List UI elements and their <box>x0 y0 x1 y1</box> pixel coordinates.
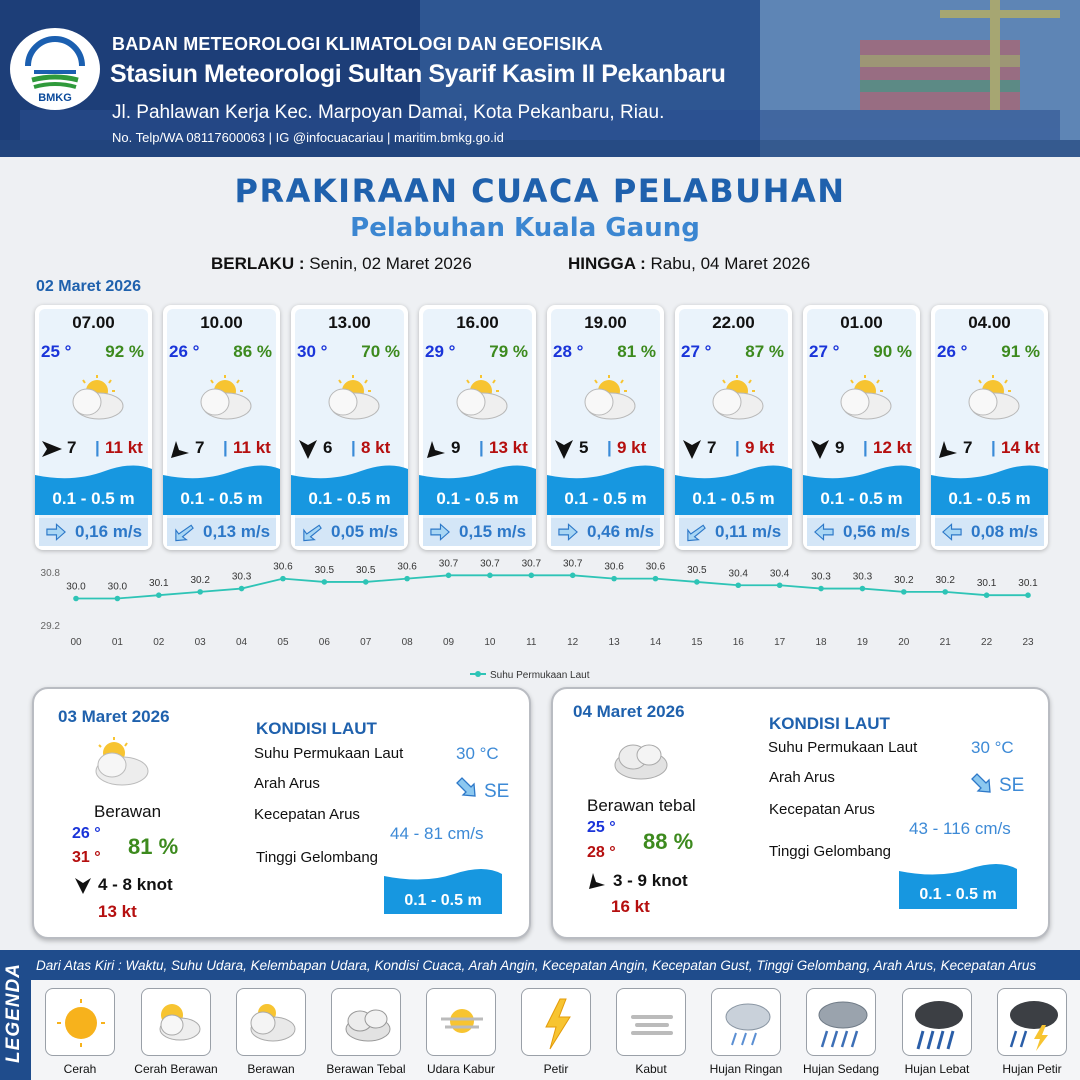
card-wind-speed: 9 <box>451 438 461 457</box>
partly-cloudy-icon <box>831 375 895 423</box>
legend-item-label: Hujan Lebat <box>904 1062 970 1076</box>
data-point <box>1025 592 1031 598</box>
data-label: 30.3 <box>811 571 831 583</box>
current-direction-icon <box>301 522 323 542</box>
x-tick-label: 12 <box>567 637 579 648</box>
x-tick-label: 02 <box>153 637 165 648</box>
card-wave-height: 0.1 - 0.5 m <box>820 489 903 508</box>
card-separator: | <box>95 438 100 457</box>
legend-description: Dari Atas Kiri : Waktu, Suhu Udara, Kelembapan Udara, Kondisi Cuaca, Arah Angin, Kecepatan Angin, Kecepatan Gust, Tinggi Gelombang, Arah Arus, Kecepatan Arus <box>36 958 1037 973</box>
data-label: 30.1 <box>149 578 169 590</box>
partly-cloudy-icon <box>191 375 255 423</box>
data-point <box>487 573 493 579</box>
day1-date: 02 Maret 2026 <box>36 278 141 295</box>
data-point <box>322 579 328 585</box>
forecast-card <box>35 305 152 550</box>
card-current-row <box>679 518 788 546</box>
card-current-speed: 0,08 m/s <box>971 522 1039 541</box>
port-name: Pelabuhan Kuala Gaung <box>350 213 700 243</box>
data-point <box>901 589 907 595</box>
overcast-icon <box>332 989 402 1057</box>
overcast-icon <box>609 735 673 783</box>
card-separator: | <box>607 438 612 457</box>
card-humidity: 90 % <box>873 342 912 361</box>
day2-sea-title: KONDISI LAUT <box>256 719 377 738</box>
data-point <box>404 576 410 582</box>
card-current-row <box>39 518 148 546</box>
card-time: 19.00 <box>584 313 627 332</box>
card-wave-height: 0.1 - 0.5 m <box>948 489 1031 508</box>
current-arrow-southeast-icon <box>454 775 480 801</box>
card-gust: 8 kt <box>361 438 391 457</box>
day3-wind: 3 - 9 knot <box>613 871 688 890</box>
card-current-speed: 0,16 m/s <box>75 522 143 541</box>
valid-to-label: HINGGA : <box>568 254 646 273</box>
y-tick-label: 29.2 <box>40 621 60 632</box>
day2-sst-label: Suhu Permukaan Laut <box>254 745 404 762</box>
thunderstorm-icon <box>998 989 1068 1057</box>
day3-current-speed: 43 - 116 cm/s <box>909 819 1011 838</box>
day3-temp-min: 25 ° <box>587 819 616 836</box>
data-point <box>818 586 824 592</box>
partly-cloudy-icon <box>447 375 511 423</box>
card-temperature: 27 ° <box>681 342 712 361</box>
wind-direction-icon <box>809 438 831 460</box>
partly-cloudy-icon <box>319 375 383 423</box>
partly-cloudy-icon <box>959 375 1023 423</box>
day2-panel <box>32 687 531 939</box>
card-time: 04.00 <box>968 313 1011 332</box>
legend-item <box>711 988 781 1056</box>
day2-temp-min: 26 ° <box>72 825 101 842</box>
day2-wind: 4 - 8 knot <box>98 875 173 894</box>
card-separator: | <box>735 438 740 457</box>
day2-sst: 30 °C <box>456 744 499 763</box>
card-humidity: 87 % <box>745 342 784 361</box>
day3-dir-label: Arah Arus <box>769 769 835 786</box>
card-current-speed: 0,56 m/s <box>843 522 911 541</box>
card-wave-height: 0.1 - 0.5 m <box>52 489 135 508</box>
data-point <box>115 596 121 602</box>
forecast-card <box>163 305 280 550</box>
sea-surface-temperature-chart <box>0 555 1080 685</box>
data-point <box>653 576 659 582</box>
series-line <box>76 575 1028 598</box>
data-label: 30.7 <box>438 558 459 570</box>
partly-cloudy-icon <box>63 375 127 423</box>
card-time: 10.00 <box>200 313 243 332</box>
day2-date: 03 Maret 2026 <box>58 707 170 726</box>
day3-condition: Berawan tebal <box>587 796 696 815</box>
wind-arrow-south-icon <box>74 877 92 895</box>
station-contact: No. Telp/WA 08117600063 | IG @infocuacariau | maritim.bmkg.go.id <box>112 130 504 145</box>
x-tick-label: 18 <box>815 637 827 648</box>
data-label: 30.4 <box>769 568 790 580</box>
card-wave-height: 0.1 - 0.5 m <box>692 489 775 508</box>
card-humidity: 79 % <box>489 342 528 361</box>
data-point <box>197 589 203 595</box>
legend-item-label: Berawan <box>247 1062 295 1076</box>
legend-item-label: Petir <box>543 1062 569 1076</box>
day2-temp-max: 31 ° <box>72 849 101 866</box>
data-label: 30.0 <box>66 581 86 593</box>
data-point <box>239 586 245 592</box>
legend-item <box>236 988 306 1056</box>
x-tick-label: 13 <box>608 637 620 648</box>
data-label: 30.6 <box>273 561 293 573</box>
card-gust: 9 kt <box>617 438 647 457</box>
x-tick-label: 22 <box>981 637 993 648</box>
legend-item-label: Cerah Berawan <box>134 1062 218 1076</box>
card-wind-speed: 9 <box>835 438 845 457</box>
day3-sst: 30 °C <box>971 738 1014 757</box>
forecast-card <box>675 305 792 550</box>
valid-from <box>211 254 472 274</box>
card-separator: | <box>479 438 484 457</box>
current-direction-icon <box>941 522 963 542</box>
data-point <box>446 573 452 579</box>
card-current-speed: 0,46 m/s <box>587 522 655 541</box>
sunny-icon <box>46 989 116 1057</box>
card-time: 22.00 <box>712 313 755 332</box>
card-wind-speed: 7 <box>67 438 77 457</box>
wind-arrow-southwest-icon <box>587 871 607 891</box>
day3-sst-label: Suhu Permukaan Laut <box>768 739 918 756</box>
data-label: 30.5 <box>687 564 707 576</box>
data-label: 30.5 <box>314 564 335 576</box>
valid-to <box>568 254 810 274</box>
day3-panel <box>551 687 1050 939</box>
y-tick-label: 30.8 <box>40 568 60 579</box>
legend-item <box>806 988 876 1056</box>
card-humidity: 91 % <box>1001 342 1040 361</box>
legend-item-label: Kabut <box>635 1062 667 1076</box>
day3-date: 04 Maret 2026 <box>573 702 685 721</box>
legend-label: Suhu Permukaan Laut <box>490 670 590 681</box>
day2-current-dir: SE <box>484 781 510 802</box>
card-separator: | <box>991 438 996 457</box>
x-tick-label: 07 <box>360 637 372 648</box>
station-name: Stasiun Meteorologi Sultan Syarif Kasim II Pekanbaru <box>110 60 726 88</box>
valid-from-label: BERLAKU : <box>211 254 305 273</box>
data-point <box>860 586 866 592</box>
x-tick-label: 17 <box>774 637 786 648</box>
agency-name: BADAN METEOROLOGI KLIMATOLOGI DAN GEOFISIKA <box>112 34 603 54</box>
data-label: 30.7 <box>521 558 542 570</box>
x-tick-label: 04 <box>236 637 248 648</box>
day2-condition: Berawan <box>94 802 162 821</box>
forecast-card <box>931 305 1048 550</box>
wind-direction-icon <box>169 438 191 460</box>
day2-gust: 13 kt <box>98 902 137 921</box>
card-current-row <box>551 518 660 546</box>
current-direction-icon <box>685 522 707 542</box>
card-wave-height: 0.1 - 0.5 m <box>308 489 391 508</box>
current-direction-icon <box>173 522 195 542</box>
wind-direction-icon <box>937 438 959 460</box>
card-wave-height: 0.1 - 0.5 m <box>436 489 519 508</box>
header-banner <box>0 0 1080 157</box>
x-tick-label: 14 <box>649 637 662 648</box>
x-tick-label: 01 <box>111 637 123 648</box>
wind-direction-icon <box>41 438 63 460</box>
data-label: 30.4 <box>728 568 748 580</box>
data-label: 30.7 <box>480 558 500 570</box>
card-temperature: 27 ° <box>809 342 840 361</box>
card-temperature: 26 ° <box>169 342 200 361</box>
data-label: 30.3 <box>231 571 252 583</box>
lightning-icon <box>522 989 592 1057</box>
data-point <box>156 592 162 598</box>
card-gust: 12 kt <box>873 438 912 457</box>
current-direction-icon <box>557 522 579 542</box>
wind-direction-icon <box>425 438 447 460</box>
x-tick-label: 10 <box>484 637 496 648</box>
logo-text: BMKG <box>38 92 72 104</box>
partly-cloudy-icon <box>575 375 639 423</box>
card-gust: 9 kt <box>745 438 775 457</box>
forecast-card <box>419 305 536 550</box>
moderate-rain-icon <box>807 989 877 1057</box>
day2-wave: 0.1 - 0.5 m <box>404 892 482 909</box>
card-humidity: 70 % <box>361 342 400 361</box>
forecast-card <box>803 305 920 550</box>
data-label: 30.1 <box>1018 578 1038 590</box>
day2-current-speed: 44 - 81 cm/s <box>390 824 484 843</box>
card-current-row <box>807 518 916 546</box>
card-temperature: 25 ° <box>41 342 72 361</box>
wind-direction-icon <box>297 438 319 460</box>
partly-cloudy-icon <box>142 989 212 1057</box>
card-separator: | <box>223 438 228 457</box>
card-temperature: 28 ° <box>553 342 584 361</box>
legend-marker <box>475 671 481 677</box>
data-point <box>984 592 990 598</box>
card-temperature: 30 ° <box>297 342 328 361</box>
light-rain-icon <box>712 989 782 1057</box>
card-current-speed: 0,15 m/s <box>459 522 527 541</box>
day2-speed-label: Kecepatan Arus <box>254 806 360 823</box>
x-tick-label: 19 <box>856 637 868 648</box>
card-wind-speed: 6 <box>323 438 333 457</box>
card-current-row <box>167 518 276 546</box>
data-point <box>942 589 948 595</box>
data-label: 30.7 <box>562 558 583 570</box>
data-label: 30.0 <box>107 581 128 593</box>
day2-humidity: 81 % <box>128 834 179 859</box>
wind-direction-icon <box>681 438 703 460</box>
data-label: 30.3 <box>852 571 873 583</box>
data-label: 30.2 <box>894 574 914 586</box>
data-point <box>363 579 369 585</box>
data-point <box>280 576 286 582</box>
data-point <box>570 573 576 579</box>
current-direction-icon <box>429 522 451 542</box>
card-time: 16.00 <box>456 313 499 332</box>
x-tick-label: 06 <box>318 637 330 648</box>
card-current-row <box>295 518 404 546</box>
heavy-rain-icon <box>903 989 973 1057</box>
x-tick-label: 00 <box>70 637 82 648</box>
card-temperature: 29 ° <box>425 342 456 361</box>
legend-item-label: Udara Kabur <box>426 1062 496 1076</box>
day3-wave: 0.1 - 0.5 m <box>919 886 997 903</box>
day3-speed-label: Kecepatan Arus <box>769 801 875 818</box>
card-gust: 13 kt <box>489 438 528 457</box>
data-label: 30.2 <box>935 574 955 586</box>
data-point <box>777 582 783 588</box>
card-humidity: 86 % <box>233 342 272 361</box>
x-tick-label: 21 <box>939 637 951 648</box>
card-gust: 14 kt <box>1001 438 1040 457</box>
card-gust: 11 kt <box>105 438 143 457</box>
card-wave-height: 0.1 - 0.5 m <box>180 489 263 508</box>
data-label: 30.2 <box>190 574 210 586</box>
wind-direction-icon <box>553 438 575 460</box>
cloudy-icon <box>90 737 154 789</box>
legend-item <box>521 988 591 1056</box>
cloudy-icon <box>237 989 307 1057</box>
x-tick-label: 23 <box>1022 637 1034 648</box>
legend-item-label: Berawan Tebal <box>326 1062 406 1076</box>
station-address: Jl. Pahlawan Kerja Kec. Marpoyan Damai, Kota Pekanbaru, Riau. <box>112 102 665 123</box>
forecast-card <box>547 305 664 550</box>
card-gust: 11 kt <box>233 438 271 457</box>
card-humidity: 92 % <box>105 342 144 361</box>
page-title: PRAKIRAAN CUACA PELABUHAN <box>234 172 846 210</box>
card-time: 07.00 <box>72 313 115 332</box>
data-point <box>73 596 79 602</box>
legend-item <box>45 988 115 1056</box>
legend-item <box>997 988 1067 1056</box>
x-tick-label: 15 <box>691 637 703 648</box>
x-tick-label: 08 <box>401 637 413 648</box>
forecast-card <box>291 305 408 550</box>
legend-item-label: Cerah <box>63 1062 97 1076</box>
legend-item <box>141 988 211 1056</box>
day3-wave-label: Tinggi Gelombang <box>769 843 892 860</box>
card-current-row <box>935 518 1044 546</box>
day3-gust: 16 kt <box>611 897 650 916</box>
legend-item-label: Hujan Ringan <box>709 1062 783 1076</box>
day3-temp-max: 28 ° <box>587 844 616 861</box>
partly-cloudy-icon <box>703 375 767 423</box>
data-label: 30.5 <box>356 564 376 576</box>
x-tick-label: 05 <box>277 637 289 648</box>
card-temperature: 26 ° <box>937 342 968 361</box>
x-tick-label: 11 <box>526 637 537 648</box>
data-label: 30.6 <box>604 561 624 573</box>
data-point <box>735 582 741 588</box>
legend-item <box>902 988 972 1056</box>
x-tick-label: 20 <box>898 637 910 648</box>
haze-icon <box>427 989 497 1057</box>
data-label: 30.6 <box>645 561 666 573</box>
legend-item-label: Hujan Sedang <box>802 1062 880 1076</box>
data-point <box>694 579 700 585</box>
data-label: 30.1 <box>976 578 997 590</box>
data-point <box>529 573 535 579</box>
x-tick-label: 03 <box>194 637 206 648</box>
data-point <box>611 576 617 582</box>
card-humidity: 81 % <box>617 342 656 361</box>
card-time: 13.00 <box>328 313 371 332</box>
legend-item <box>331 988 401 1056</box>
card-current-speed: 0,11 m/s <box>715 522 782 541</box>
card-wind-speed: 5 <box>579 438 589 457</box>
card-wave-height: 0.1 - 0.5 m <box>564 489 647 508</box>
card-current-speed: 0,05 m/s <box>331 522 399 541</box>
card-separator: | <box>351 438 356 457</box>
day3-humidity: 88 % <box>643 829 694 854</box>
day3-current-dir: SE <box>999 775 1025 796</box>
x-tick-label: 16 <box>732 637 744 648</box>
legend-item-label: Hujan Petir <box>1002 1062 1062 1076</box>
x-tick-label: 09 <box>442 637 455 648</box>
card-separator: | <box>863 438 868 457</box>
fog-icon <box>617 989 687 1057</box>
current-direction-icon <box>45 522 67 542</box>
data-label: 30.6 <box>397 561 417 573</box>
card-time: 01.00 <box>840 313 883 332</box>
legend-item <box>616 988 686 1056</box>
card-wind-speed: 7 <box>707 438 717 457</box>
legend-item <box>426 988 496 1056</box>
current-direction-icon <box>813 522 835 542</box>
card-wind-speed: 7 <box>963 438 973 457</box>
card-current-speed: 0,13 m/s <box>203 522 271 541</box>
valid-to-value: Rabu, 04 Maret 2026 <box>650 254 811 273</box>
day2-dir-label: Arah Arus <box>254 775 320 792</box>
card-wind-speed: 7 <box>195 438 205 457</box>
current-arrow-southeast-icon <box>969 771 995 797</box>
valid-from-value: Senin, 02 Maret 2026 <box>309 254 472 273</box>
card-current-row <box>423 518 532 546</box>
day2-wave-label: Tinggi Gelombang <box>256 849 379 866</box>
legend-title: LEGENDA <box>3 963 24 1063</box>
day3-sea-title: KONDISI LAUT <box>769 714 890 733</box>
